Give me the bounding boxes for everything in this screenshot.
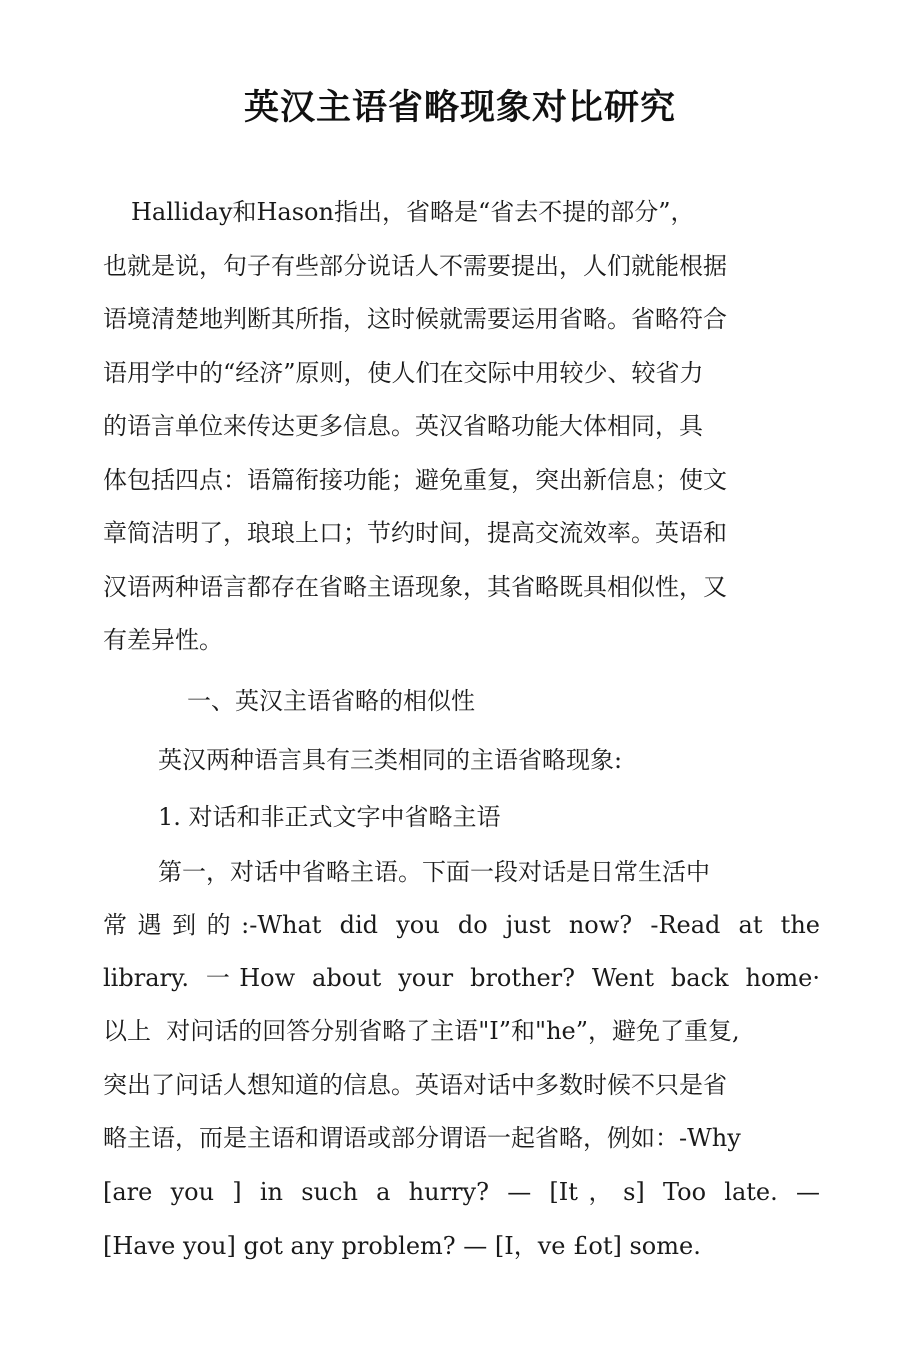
paragraph-line: 体包括四点：语篇衔接功能；避免重复，突出新信息；使文	[103, 466, 727, 494]
paragraph-line: 语境清楚地判断其所指，这时候就需要运用省略。省略符合	[103, 305, 727, 333]
subsection-heading: 1. 对话和非正式文字中省略主语	[158, 803, 501, 831]
paragraph-line: 语用学中的“经济”原则，使人们在交际中用较少、较省力	[103, 359, 704, 387]
paragraph-line: 汉语两种语言都存在省略主语现象，其省略既具相似性，又	[103, 573, 727, 601]
paragraph-line: 章简洁明了，琅琅上口；节约时间，提高交流效率。英语和	[103, 519, 727, 547]
paragraph-line: 第一，对话中省略主语。下面一段对话是日常生活中	[158, 858, 710, 886]
paragraph-line: 常遇到的:-What did you do just now? -Read at the	[103, 911, 820, 939]
document-title: 英汉主语省略现象对比研究	[243, 88, 676, 128]
paragraph-line: 突出了问话人想知道的信息。英语对话中多数时候不只是省	[103, 1071, 727, 1099]
paragraph-line: library. 一How about your brother? Went back home·	[103, 964, 820, 992]
paragraph-line: 的语言单位来传达更多信息。英汉省略功能大体相同，具	[103, 412, 703, 440]
section-heading: 一、英汉主语省略的相似性	[187, 687, 475, 715]
section-intro: 英汉两种语言具有三类相同的主语省略现象:	[158, 746, 623, 774]
paragraph-line: 略主语，而是主语和谓语或部分谓语一起省略，例如：-Why	[103, 1124, 741, 1152]
paragraph-line: 以上 对问话的回答分别省略了主语"I”和"he”，避免了重复,	[103, 1017, 740, 1045]
paragraph-line: Halliday和Hason指出，省略是“省去不提的部分”，	[131, 198, 695, 226]
paragraph-line: 也就是说，句子有些部分说话人不需要提出，人们就能根据	[103, 252, 727, 280]
paragraph-line: [are you ] in such a hurry? — [It，s] Too late. —	[103, 1178, 820, 1206]
paragraph-line: [Have you] got any problem? — [I，ve £ot] some.	[103, 1232, 701, 1260]
paragraph-line: 有差异性。	[103, 626, 223, 654]
